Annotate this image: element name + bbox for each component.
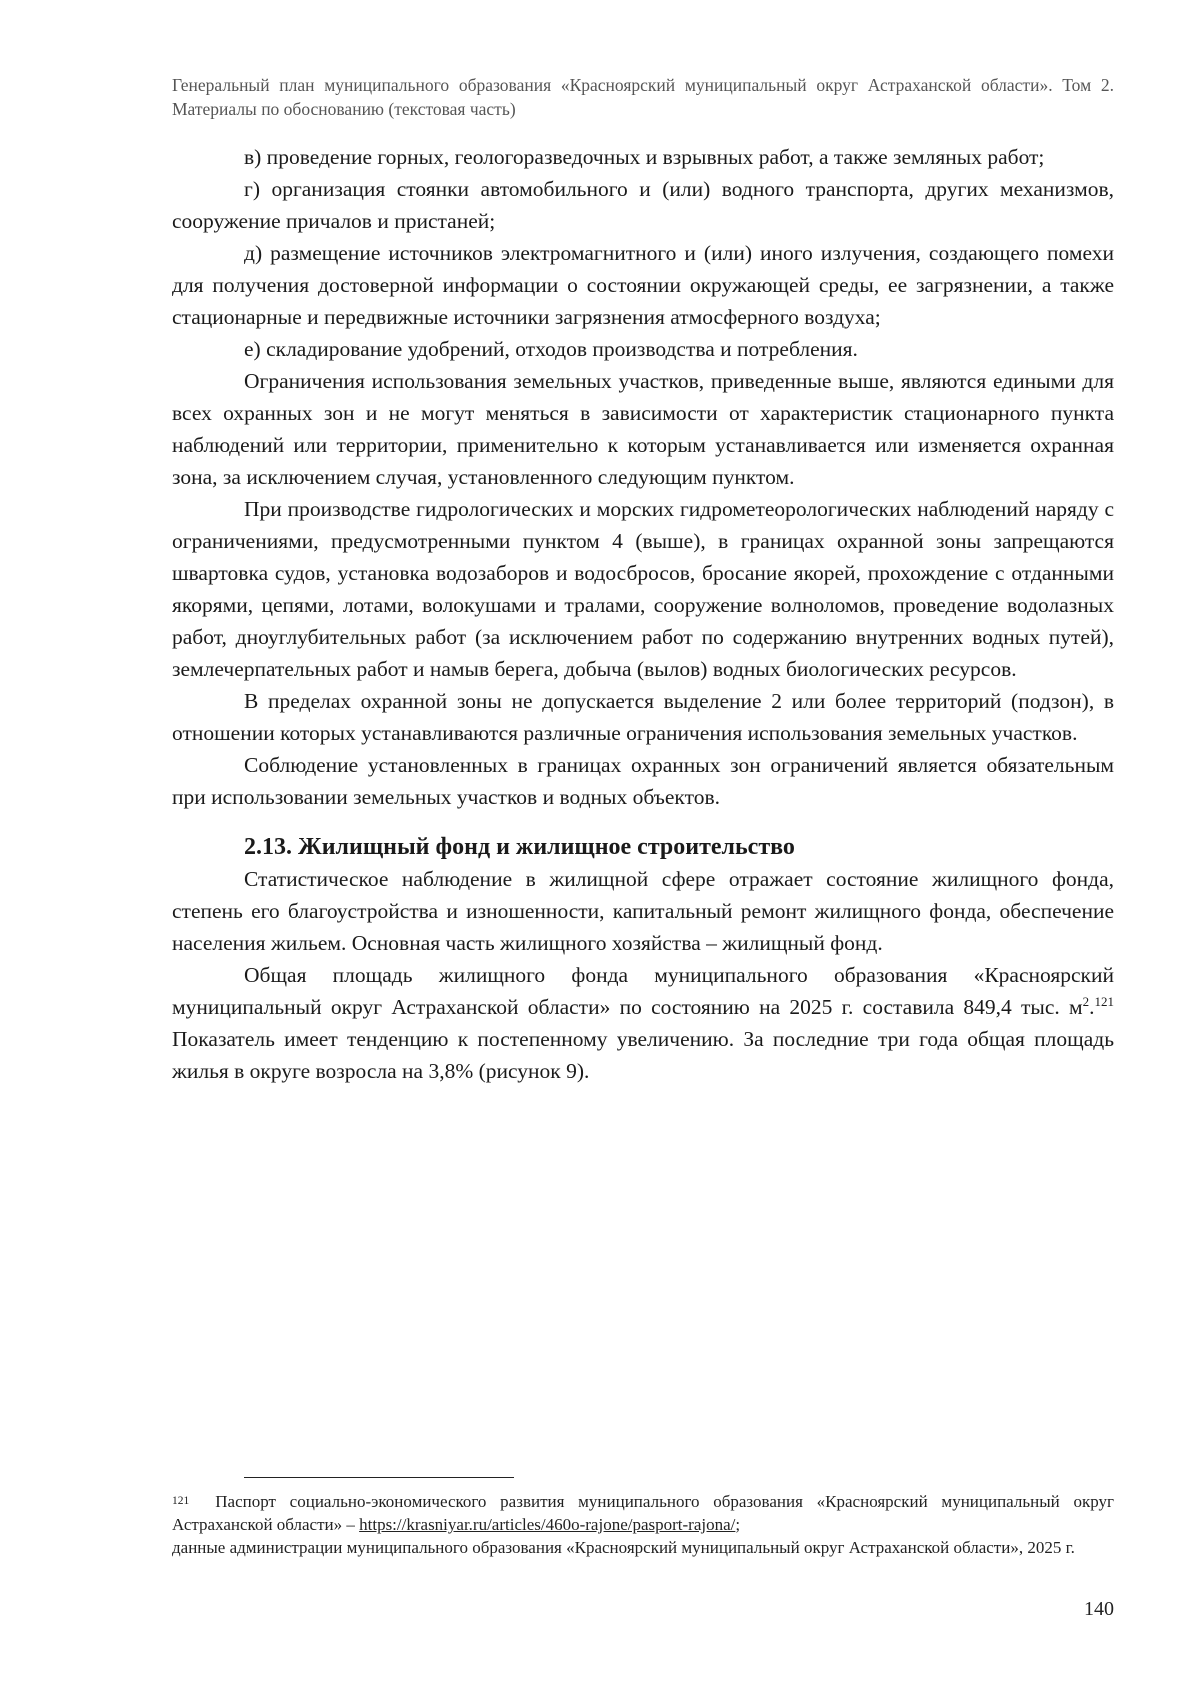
housing-area-text-start: Общая площадь жилищного фонда муниципального образования «Красноярский муниципальный округ Астраханской области» по состоянию на 2025 г. составила 849,4 тыс. м xyxy=(172,963,1114,1019)
paragraph-item-g: г) организация стоянки автомобильного и (или) водного транспорта, других механизмов, сооружение причалов и пристаней; xyxy=(172,177,1114,233)
paragraph-subzones: В пределах охранной зоны не допускается выделение 2 или более территорий (подзон), в отношении которых устанавливаются различные ограничения использования земельных участков. xyxy=(172,689,1114,745)
footnote-link[interactable]: https://krasniyar.ru/articles/460o-rajone/pasport-rajona/ xyxy=(359,1515,736,1534)
section-heading: 2.13. Жилищный фонд и жилищное строительство xyxy=(244,834,795,860)
paragraph-hydrological: При производстве гидрологических и морских гидрометеорологических наблюдений наряду с ограничениями, предусмотренными пунктом 4 (выше), в границах охранной зоны запрещаются швартовка судов, установка водозаборов и водосбросов, бросание якорей, прохождение с отданными якорями, цепями, лотами, волокушами и тралами, сооружение волноломов, проведение водолазных работ, дноуглубительных работ (за исключением работ по содержанию внутренних водных путей), землечерпательных работ и намыв берега, добыча (вылов) водных биологических ресурсов. xyxy=(172,497,1114,681)
housing-area-text-end: Показатель имеет тенденцию к постепенному увеличению. За последние три года общая площадь жилья в округе возросла на 3,8% (рисунок 9). xyxy=(172,1027,1114,1083)
running-header: Генеральный план муниципального образования «Красноярский муниципальный округ Астраханской области». Том 2. Материалы по обоснованию (текстовая часть) xyxy=(172,75,1114,119)
footnote-divider xyxy=(244,1477,514,1478)
square-unit-superscript: 2 xyxy=(1082,993,1090,1009)
footnote-reference[interactable]: 121 xyxy=(1094,993,1114,1009)
paragraph-item-d: д) размещение источников электромагнитного и (или) иного излучения, создающего помехи для получения достоверной информации о состоянии окружающей среды, ее загрязнении, а также стационарные и передвижные источники загрязнения атмосферного воздуха; xyxy=(172,241,1114,329)
paragraph-item-v: в) проведение горных, геологоразведочных и взрывных работ, а также земляных работ; xyxy=(244,145,1045,169)
footnote-number: 121 xyxy=(172,1495,190,1507)
footnotes xyxy=(172,1490,1114,1559)
paragraph-item-e: е) складирование удобрений, отходов производства и потребления. xyxy=(244,337,858,361)
document-page xyxy=(172,0,1114,1696)
paragraph-compliance: Соблюдение установленных в границах охранных зон ограничений является обязательным при использовании земельных участков и водных объектов. xyxy=(172,753,1114,809)
body-text xyxy=(172,141,1114,1087)
page-number: 140 xyxy=(1084,1598,1114,1620)
paragraph-restrictions: Ограничения использования земельных участков, приведенные выше, являются едиными для всех охранных зон и не могут меняться в зависимости от характеристик стационарного пункта наблюдений или территории, применительно к которым устанавливается или изменяется охранная зона, за исключением случая, установленного следующим пунктом. xyxy=(172,369,1114,489)
footnote-121 xyxy=(172,1490,1114,1536)
housing-area-dot: . xyxy=(1089,995,1095,1019)
footnote-text: Паспорт социально-экономического развития муниципального образования «Красноярский муниципальный округ Астраханской области» – xyxy=(172,1492,1114,1534)
paragraph-housing-area xyxy=(172,959,1114,1087)
footnote-121-line2: данные администрации муниципального образования «Красноярский муниципальный округ Астраханской области», 2025 г. xyxy=(172,1538,1075,1557)
footnote-text-end: ; xyxy=(735,1515,741,1534)
paragraph-statistics: Статистическое наблюдение в жилищной сфере отражает состояние жилищного фонда, степень его благоустройства и изношенности, капитальный ремонт жилищного фонда, обеспечение населения жильем. Основная часть жилищного хозяйства – жилищный фонд. xyxy=(172,867,1114,955)
